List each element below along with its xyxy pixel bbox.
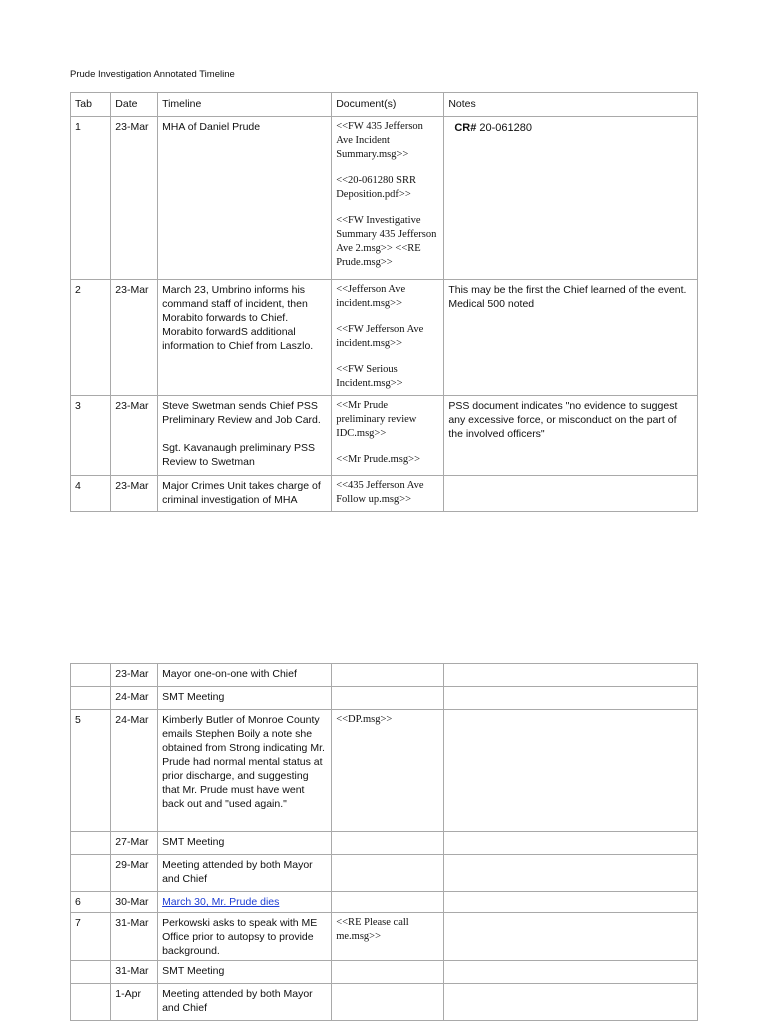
- cell-documents: [332, 832, 444, 855]
- header-tab: Tab: [71, 93, 111, 117]
- cell-documents: [332, 687, 444, 710]
- document-attachment[interactable]: <<RE Please call me.msg>>: [336, 917, 409, 942]
- timeline-text: MHA of Daniel Prude: [162, 121, 261, 133]
- case-number-value: 20-061280: [479, 122, 533, 134]
- cell-notes: [444, 984, 698, 1021]
- table-row: [71, 984, 698, 1021]
- cell-date: 1-Apr: [111, 984, 158, 1021]
- cell-date: 31-Mar: [111, 913, 158, 961]
- cell-notes: [444, 476, 698, 512]
- cell-notes: [444, 687, 698, 710]
- header-timeline: Timeline: [158, 93, 332, 117]
- cell-timeline: SMT Meeting: [158, 961, 332, 984]
- cell-timeline: Meeting attended by both Mayor and Chief: [158, 984, 332, 1021]
- table-row: [71, 710, 698, 832]
- table-row: [71, 855, 698, 892]
- table-row: [71, 687, 698, 710]
- cell-documents: [332, 961, 444, 984]
- cell-notes: [444, 913, 698, 961]
- table-row: [71, 476, 698, 512]
- cell-timeline: [158, 396, 332, 476]
- cell-documents: [332, 396, 444, 476]
- table-row: [71, 117, 698, 280]
- table-row: [71, 280, 698, 396]
- document-attachment[interactable]: <<FW Serious Incident.msg>>: [336, 364, 403, 389]
- header-notes: Notes: [444, 93, 698, 117]
- table-row: [71, 892, 698, 913]
- table-row: [71, 832, 698, 855]
- document-attachment[interactable]: <<435 Jefferson Ave Follow up.msg>>: [336, 480, 424, 505]
- cell-notes: [444, 855, 698, 892]
- cell-notes: This may be the first the Chief learned of the event. Medical 500 noted: [444, 280, 698, 396]
- cell-tab: 6: [71, 892, 111, 913]
- header-date: Date: [111, 93, 158, 117]
- cell-date: 23-Mar: [111, 476, 158, 512]
- cell-documents: [332, 664, 444, 687]
- cell-timeline: Kimberly Butler of Monroe County emails Stephen Boily a note she obtained from Strong indicating Mr. Prude had normal mental status at prior discharge, and suggesting that Mr. Prude must have went back out and "used again.": [158, 710, 332, 832]
- table-row: [71, 396, 698, 476]
- timeline-link[interactable]: March 30, Mr. Prude dies: [162, 896, 280, 908]
- cell-date: 31-Mar: [111, 961, 158, 984]
- timeline-text: Sgt. Kavanaugh preliminary PSS Review to Swetman: [162, 442, 315, 468]
- cell-date: 23-Mar: [111, 117, 158, 280]
- cell-date: 23-Mar: [111, 280, 158, 396]
- cell-tab: [71, 664, 111, 687]
- document-attachment[interactable]: <<FW Investigative Summary 435 Jefferson Ave 2.msg>> <<RE Prude.msg>>: [336, 215, 437, 268]
- cell-tab: 5: [71, 710, 111, 832]
- cell-timeline: Meeting attended by both Mayor and Chief: [158, 855, 332, 892]
- cell-tab: [71, 961, 111, 984]
- case-number: [454, 121, 532, 135]
- cell-notes: PSS document indicates "no evidence to suggest any excessive force, or misconduct on the part of the involved officers": [444, 396, 698, 476]
- cell-notes: [444, 117, 698, 280]
- document-attachment[interactable]: <<Mr Prude.msg>>: [336, 454, 420, 465]
- cell-date: 23-Mar: [111, 396, 158, 476]
- timeline-text: Major Crimes Unit takes charge of criminal investigation of MHA: [162, 480, 321, 506]
- table-row: [71, 913, 698, 961]
- cell-documents: [332, 117, 444, 280]
- cell-tab: 7: [71, 913, 111, 961]
- cell-notes: [444, 710, 698, 832]
- cell-tab: [71, 984, 111, 1021]
- cell-documents: [332, 913, 444, 961]
- cell-date: 23-Mar: [111, 664, 158, 687]
- cell-date: 24-Mar: [111, 687, 158, 710]
- cell-timeline: Perkowski asks to speak with ME Office prior to autopsy to provide background.: [158, 913, 332, 961]
- timeline-text: March 23, Umbrino informs his command staff of incident, then Morabito forwards to Chief. Morabito forwardS additional information to Chief from Laszlo.: [162, 284, 314, 352]
- document-attachment[interactable]: <<FW Jefferson Ave incident.msg>>: [336, 324, 424, 349]
- table-header-row: [71, 93, 698, 117]
- cell-documents: [332, 855, 444, 892]
- cell-tab: 3: [71, 396, 111, 476]
- table-row: [71, 664, 698, 687]
- cell-timeline: SMT Meeting: [158, 832, 332, 855]
- document-attachment[interactable]: <<Mr Prude preliminary review IDC.msg>>: [336, 400, 417, 439]
- cell-tab: [71, 855, 111, 892]
- cell-documents: [332, 892, 444, 913]
- cell-notes: [444, 832, 698, 855]
- timeline-table-1: [70, 92, 698, 512]
- cell-tab: [71, 687, 111, 710]
- cell-timeline: Mayor one-on-one with Chief: [158, 664, 332, 687]
- cell-notes: [444, 664, 698, 687]
- cell-date: 30-Mar: [111, 892, 158, 913]
- cell-tab: 4: [71, 476, 111, 512]
- cell-tab: 2: [71, 280, 111, 396]
- cell-documents: [332, 280, 444, 396]
- cell-date: 29-Mar: [111, 855, 158, 892]
- document-title: Prude Investigation Annotated Timeline: [70, 69, 235, 80]
- cell-tab: 1: [71, 117, 111, 280]
- cell-documents: [332, 984, 444, 1021]
- document-attachment[interactable]: <<20-061280 SRR Deposition.pdf>>: [336, 175, 417, 200]
- table-row: [71, 961, 698, 984]
- case-number-label: CR#: [454, 122, 477, 134]
- timeline-text: Steve Swetman sends Chief PSS Preliminary Review and Job Card.: [162, 400, 321, 426]
- cell-notes: [444, 892, 698, 913]
- cell-timeline: SMT Meeting: [158, 687, 332, 710]
- cell-timeline: [158, 476, 332, 512]
- cell-date: 27-Mar: [111, 832, 158, 855]
- cell-date: 24-Mar: [111, 710, 158, 832]
- cell-documents: [332, 476, 444, 512]
- cell-tab: [71, 832, 111, 855]
- document-attachment[interactable]: <<Jefferson Ave incident.msg>>: [336, 284, 406, 309]
- document-attachment[interactable]: <<FW 435 Jefferson Ave Incident Summary.msg>>: [336, 121, 423, 160]
- document-attachment[interactable]: <<DP.msg>>: [336, 714, 393, 725]
- timeline-table-2: [70, 663, 698, 1021]
- cell-timeline: [158, 892, 332, 913]
- cell-documents: [332, 710, 444, 832]
- cell-timeline: [158, 280, 332, 396]
- cell-timeline: [158, 117, 332, 280]
- header-documents: Document(s): [332, 93, 444, 117]
- cell-notes: [444, 961, 698, 984]
